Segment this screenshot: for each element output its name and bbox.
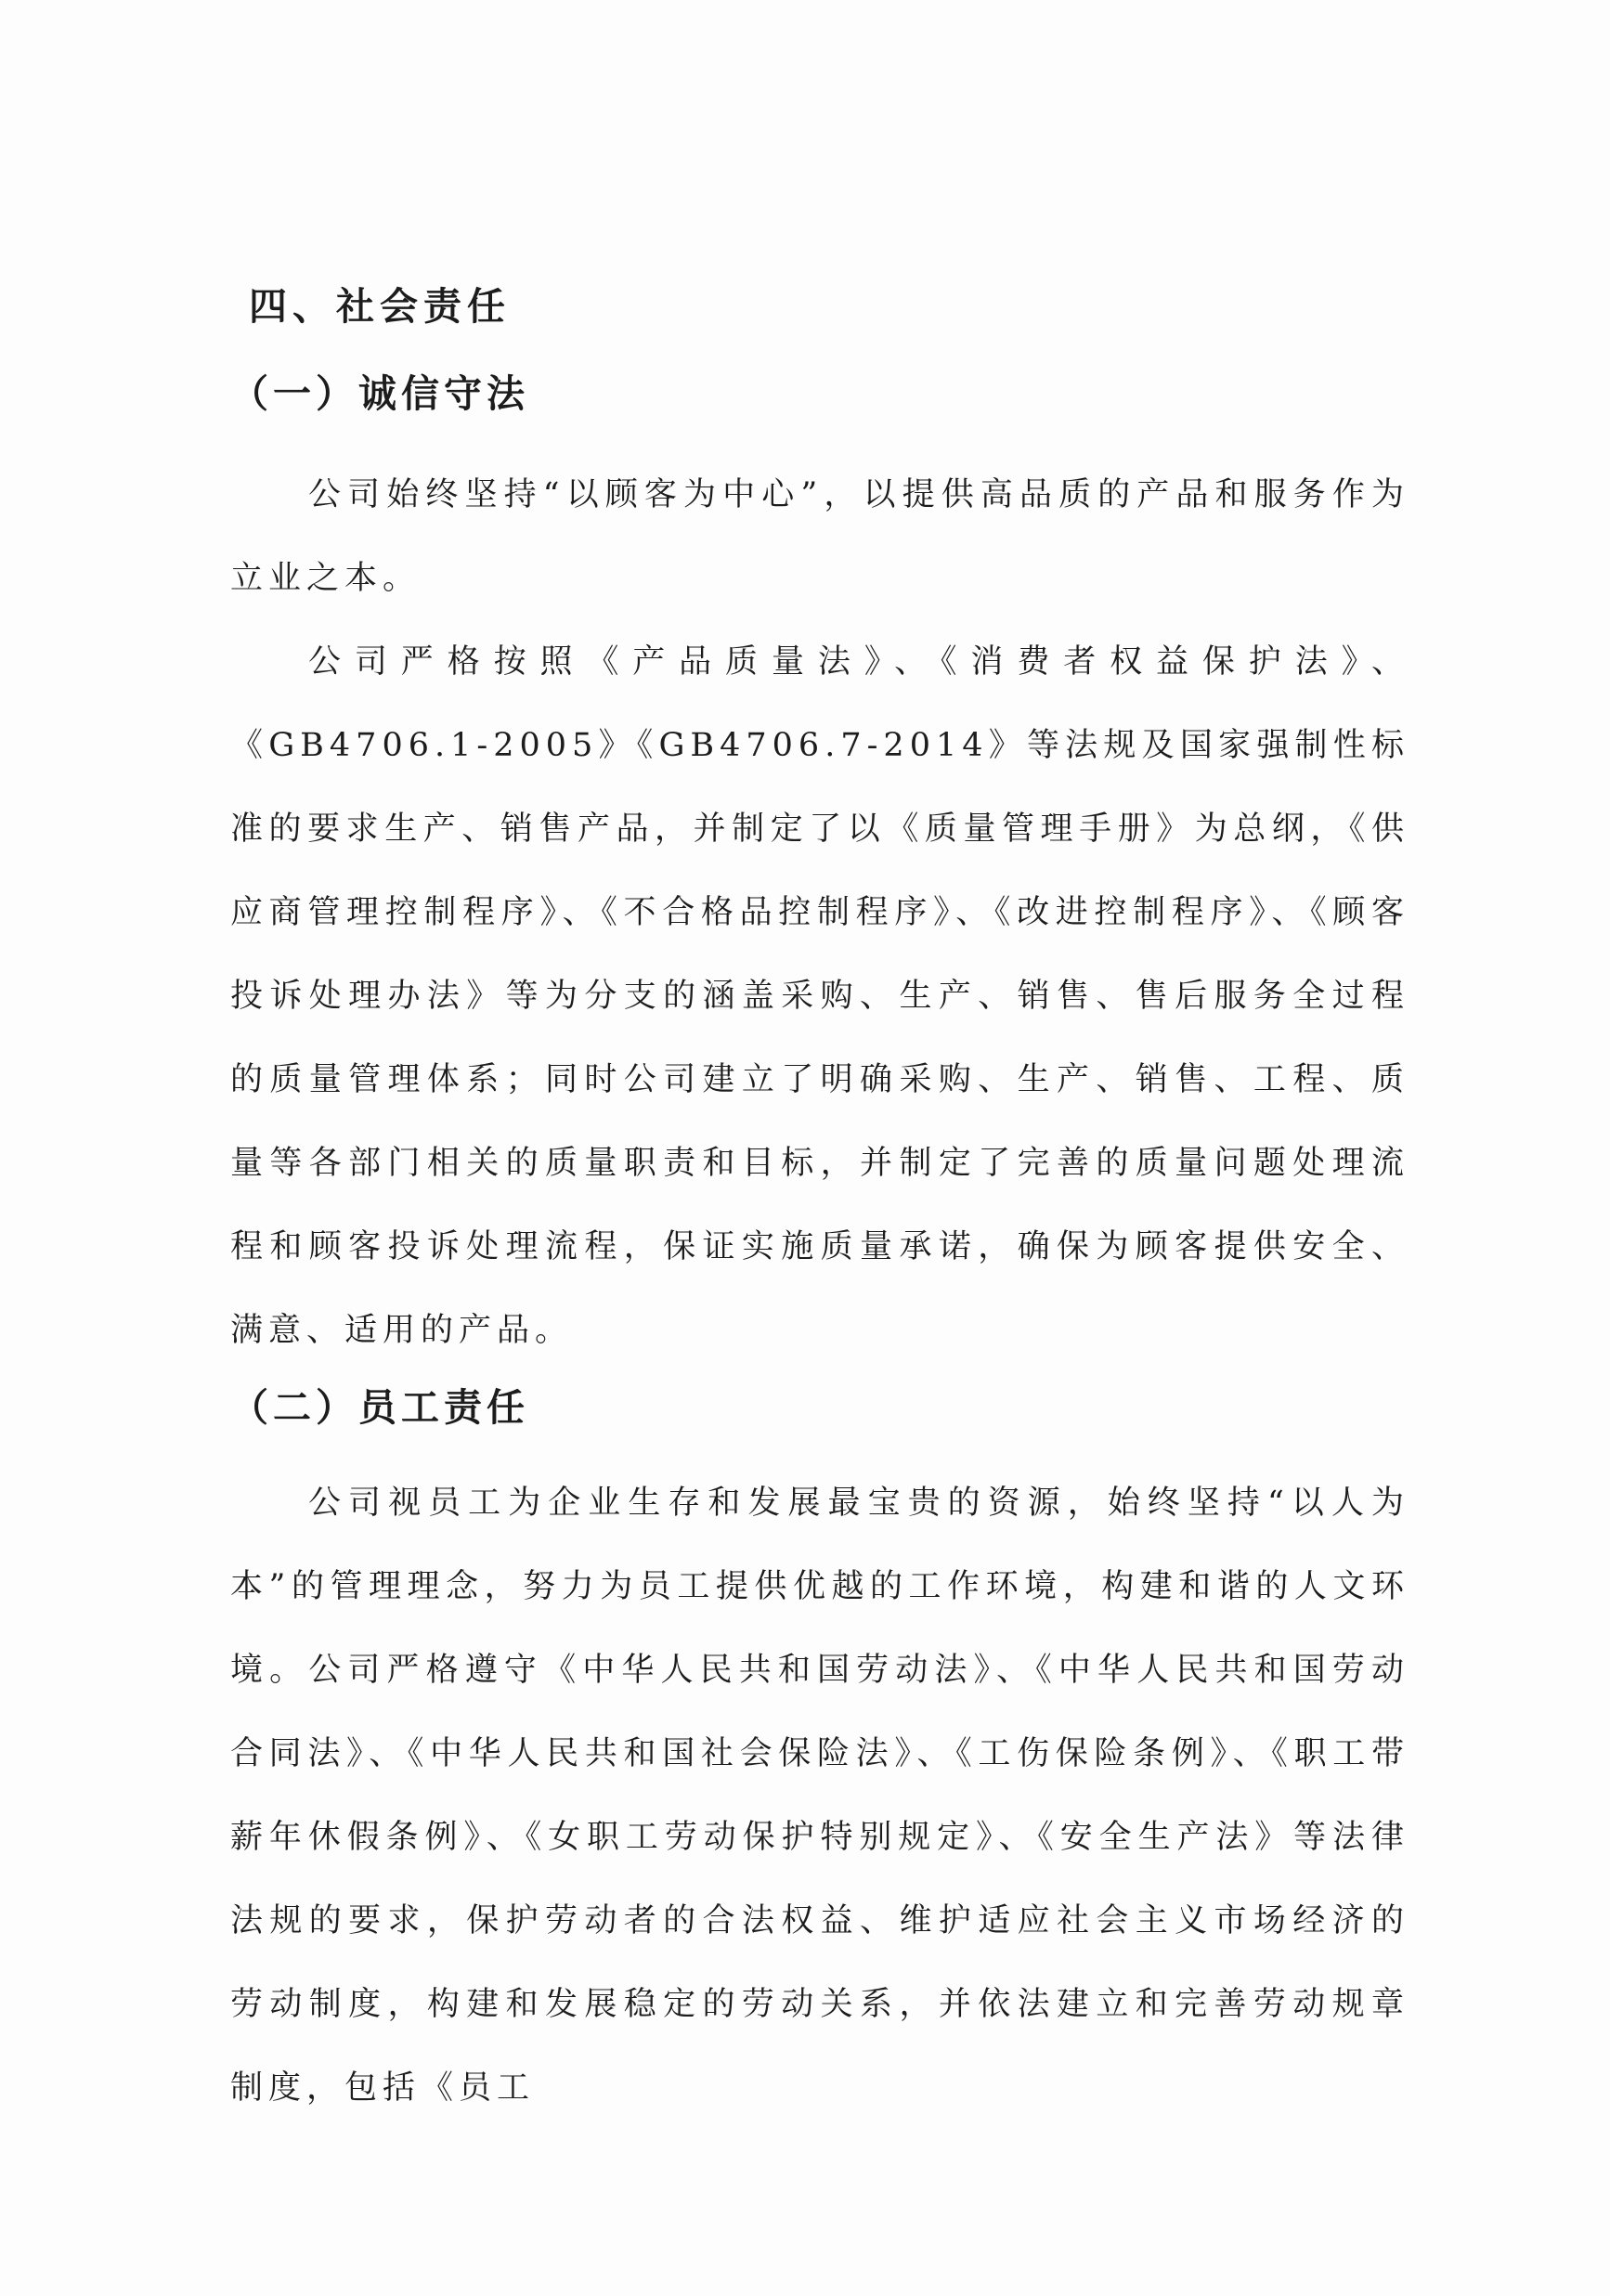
paragraph-employee-responsibility: 公司视员工为企业生存和发展最宝贵的资源，始终坚持“以人为本”的管理理念，努力为员工提供优越的工作环境，构建和谐的人文环境。公司严格遵守《中华人民共和国劳动法》、《中华人民共和国劳动合同法》、《中华人民共和国社会保险法》、《工伤保险条例》、《职工带薪年休假条例》、《女职工劳动保护特别规定》、《安全生产法》等法律法规的要求，保护劳动者的合法权益、维护适应社会主义市场经济的劳动制度，构建和发展稳定的劳动关系，并依法建立和完善劳动规章制度，包括《员工 [230, 1485, 1409, 2107]
section-title: 四、社会责任 [249, 284, 511, 329]
paragraph-customer-centric: 公司始终坚持“以顾客为中心”，以提供高品质的产品和服务作为立业之本。 [230, 476, 1409, 597]
subsection-title-employee: （二）员工责任 [230, 1385, 529, 1430]
page-content [230, 279, 1409, 2130]
paragraph-quality-system: 公司严格按照《产品质量法》、《消费者权益保护法》、《GB4706.1-2005》《GB4706.7-2014》等法规及国家强制性标准的要求生产、销售产品，并制定了以《质量管理手册》为总纲，《供应商管理控制程序》、《不合格品控制程序》、《改进控制程序》、《顾客投诉处理办法》等为分支的涵盖采购、生产、销售、售后服务全过程的质量管理体系；同时公司建立了明确采购、生产、销售、工程、质量等各部门相关的质量职责和目标，并制定了完善的质量问题处理流程和顾客投诉处理流程，保证实施质量承诺，确保为顾客提供安全、满意、适用的产品。 [230, 643, 1409, 1349]
subsection-title-integrity: （一）诚信守法 [230, 371, 529, 416]
